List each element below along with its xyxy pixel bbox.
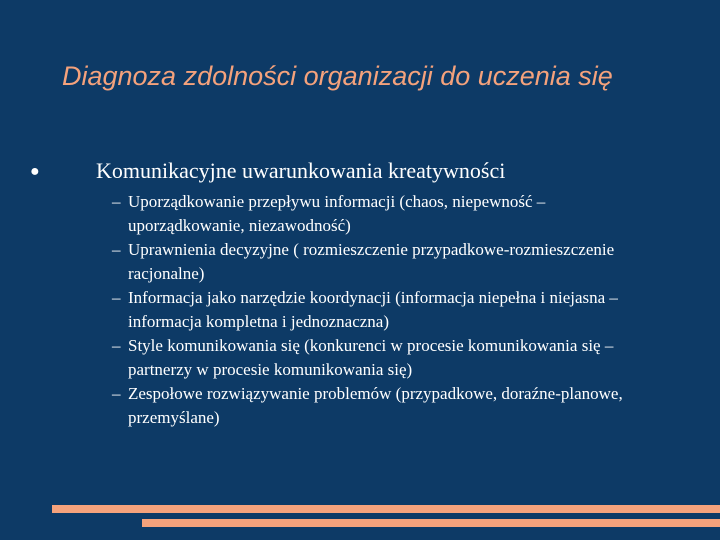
dash-icon: –	[112, 384, 121, 403]
sub-point	[30, 334, 658, 382]
slide-title: Diagnoza zdolności organizacji do uczenia się	[62, 61, 613, 91]
dash-icon: –	[112, 336, 121, 355]
dash-icon: –	[112, 240, 121, 259]
sub-point-text: Informacja jako narzędzie koordynacji (informacja niepełna i niejasna – informacja kompletna i jednoznaczna)	[128, 288, 618, 331]
bullet-icon: ●	[30, 163, 40, 180]
main-bullet-point	[30, 157, 670, 185]
decorative-bar-upper	[52, 505, 720, 513]
sub-point	[30, 238, 658, 286]
sub-point	[30, 286, 658, 334]
sub-point-text: Uprawnienia decyzyjne ( rozmieszczenie przypadkowe-rozmieszczenie racjonalne)	[128, 240, 615, 283]
sub-point-list	[30, 190, 670, 430]
dash-icon: –	[112, 192, 121, 211]
decorative-bar-lower	[142, 519, 720, 527]
sub-point	[30, 190, 658, 238]
sub-point-text: Style komunikowania się (konkurenci w procesie komunikowania się – partnerzy w procesie komunikowania się)	[128, 336, 614, 379]
main-point-text: Komunikacyjne uwarunkowania kreatywności	[96, 158, 506, 183]
sub-point-text: Uporządkowanie przepływu informacji (chaos, niepewność – uporządkowanie, niezawodność)	[128, 192, 546, 235]
dash-icon: –	[112, 288, 121, 307]
slide-content	[30, 157, 670, 430]
sub-point	[30, 382, 658, 430]
sub-point-text: Zespołowe rozwiązywanie problemów (przypadkowe, doraźne-planowe, przemyślane)	[128, 384, 623, 427]
